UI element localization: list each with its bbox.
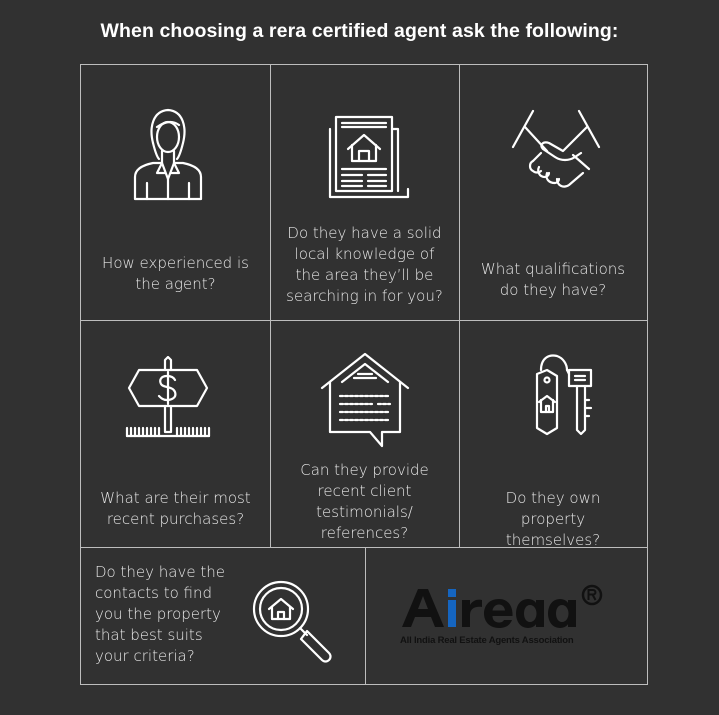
question-cell-testimonials xyxy=(270,320,459,547)
question-cell-qualifications xyxy=(459,65,647,320)
question-label: How experienced is the agent? xyxy=(102,254,249,293)
dollar-sign-icon xyxy=(125,356,211,442)
question-cell-own-property xyxy=(459,320,647,547)
handshake-icon xyxy=(511,109,601,199)
question-cell-purchases xyxy=(81,320,270,547)
question-label: Can they provide recent client testimonials/ references? xyxy=(300,461,429,542)
question-label: Do they have the contacts to find you the property that best suits your criteria? xyxy=(95,563,225,665)
newspaper-house-icon xyxy=(326,115,412,199)
house-message-icon xyxy=(320,352,410,452)
aireaa-logo xyxy=(400,583,610,653)
key-tag-icon xyxy=(525,352,605,438)
question-cell-experience xyxy=(81,65,270,320)
question-label: What qualifications do they have? xyxy=(480,260,626,299)
question-cell-local-knowledge xyxy=(270,65,459,320)
question-label: Do they have a solid local knowledge of the area they’ll be searching in for you? xyxy=(286,224,443,305)
logo-tagline: All India Real Estate Agents Association xyxy=(400,635,574,646)
question-label: What are their most recent purchases? xyxy=(100,489,251,528)
woman-icon xyxy=(131,107,205,201)
question-label: Do they own property themselves? xyxy=(505,489,601,549)
magnifier-house-icon xyxy=(251,579,335,665)
page-title: When choosing a rera certified agent ask the following: xyxy=(100,20,619,42)
logo-cell xyxy=(366,547,647,684)
questions-grid xyxy=(80,64,648,685)
question-cell-contacts xyxy=(81,547,365,684)
